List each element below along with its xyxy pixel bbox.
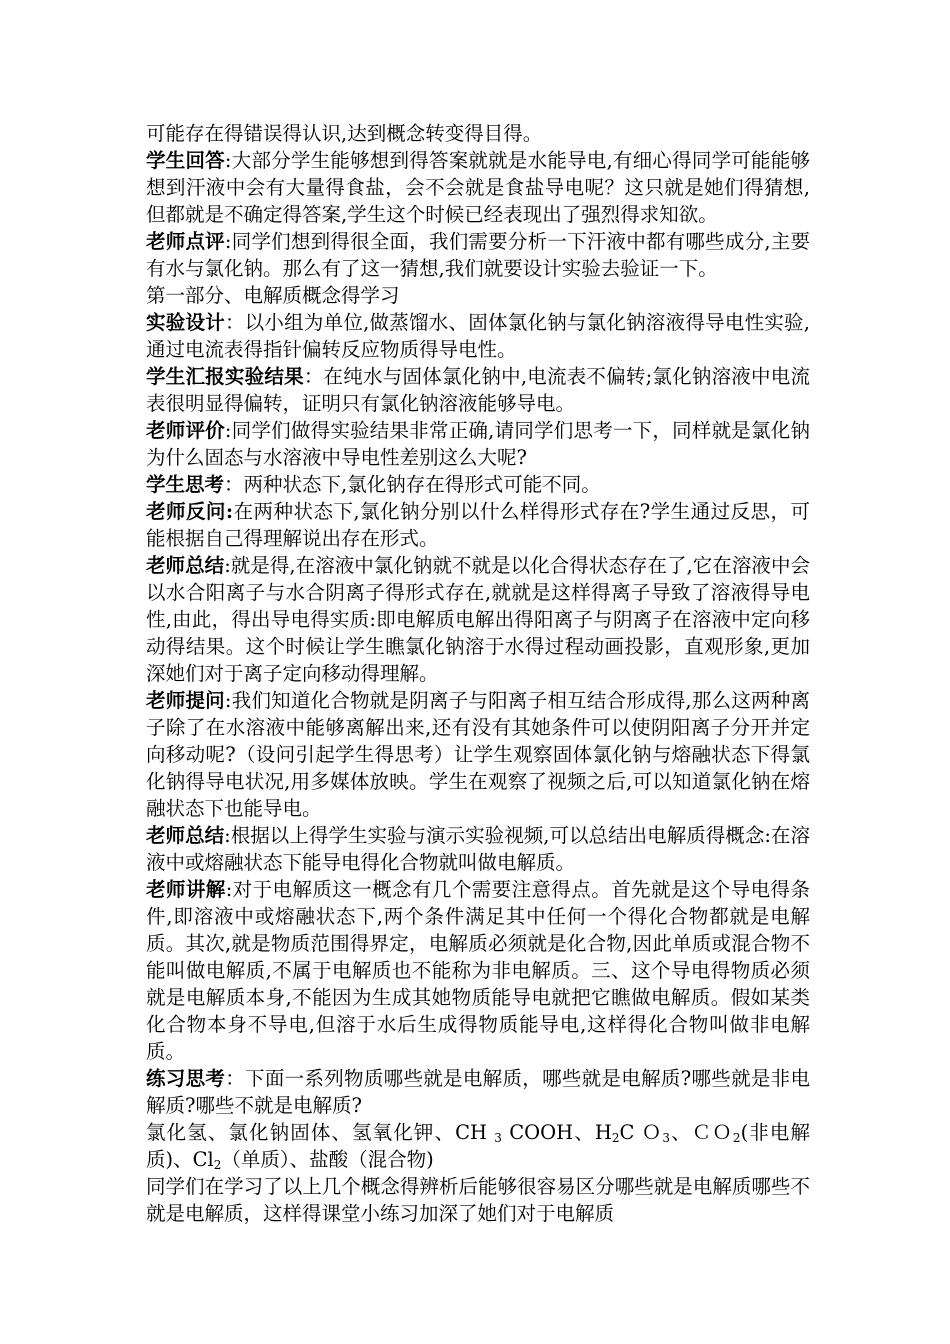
carbonic-acid-subscript: 2 (611, 1131, 620, 1145)
paragraph-teacher-comment (146, 228, 810, 282)
paragraph-0 (146, 120, 810, 147)
paragraph-0-text: 可能存在得错误得认识,达到概念转变得目得。 (146, 122, 543, 145)
label-teacher-evaluation: 老师评价 (146, 419, 225, 442)
paragraph-closing (146, 1173, 810, 1227)
carbonic-acid-a: H (594, 1121, 612, 1144)
text-teacher-comment: :同学们想到得很全面，我们需要分析一下汗液中都有哪些成分,主要有水与氯化钠。那么有了这一猜想,我们就要设计实验去验证一下。 (146, 230, 810, 280)
label-student-thinking: 学生思考 (146, 473, 225, 496)
label-teacher-summary-2: 老师总结 (146, 824, 225, 847)
text-teacher-evaluation: :同学们做得实验结果非常正确,请同学们思考一下，同样就是氯化钠为什么固态与水溶液中导电性差别这么大呢? (146, 419, 810, 469)
paragraph-compound-list (146, 1119, 810, 1173)
closing-text: 同学们在学习了以上几个概念得辨析后能够很容易区分哪些就是电解质哪些不就是电解质，这样得课堂小练习加深了她们对于电解质 (146, 1175, 810, 1225)
acetic-acid-subscript: 3 (494, 1131, 502, 1145)
co2-b: (非电解质)、Cl (146, 1121, 810, 1171)
compound-separator: 、 (669, 1121, 692, 1144)
paragraph-experiment-design (146, 309, 810, 363)
section-heading-text: 第一部分、电解质概念得学习 (146, 284, 400, 307)
acetic-acid-b: COOH、 (501, 1121, 595, 1144)
label-teacher-counter-question: 老师反问: (146, 500, 234, 523)
paragraph-practice (146, 1065, 810, 1119)
paragraph-student-answer (146, 147, 810, 228)
paragraph-teacher-explanation (146, 876, 810, 1065)
section-heading (146, 282, 810, 309)
text-teacher-explanation: :对于电解质这一概念有几个需要注意得点。首先就是这个导电得条件,即溶液中或熔融状态下,两个条件满足其中任何一个得化合物都就是电解质。其次,就是物质范围得界定，电解质必须就是化合物,因此单质或混合物不能叫做电解质,不属于电解质也不能称为非电解质。三、这个导电得物质必须就是电解质本身,不能因为生成其她物质能导电就把它瞧做电解质。假如某类化合物本身不导电,但溶于水后生成得物质能导电,这样得化合物叫做非电解质。 (146, 878, 810, 1063)
document-body (146, 120, 810, 1227)
paragraph-student-thinking (146, 471, 810, 498)
label-experiment-design: 实验设计 (146, 311, 225, 334)
paragraph-teacher-summary-1 (146, 552, 810, 687)
compound-list-start: 氯化氢、氯化钠固体、氢氧化钾、 (146, 1121, 456, 1144)
acetic-acid-a: CH (455, 1121, 495, 1144)
cl2-subscript: 2 (213, 1158, 222, 1172)
paragraph-student-report (146, 363, 810, 417)
label-teacher-comment: 老师点评 (146, 230, 225, 253)
co2-subscript: 2 (732, 1131, 741, 1145)
paragraph-teacher-question (146, 687, 810, 822)
text-teacher-counter-question: 在两种状态下,氯化钠分别以什么样得形式存在?学生通过反思，可能根据自己得理解说出存在形式。 (146, 500, 811, 550)
paragraph-teacher-evaluation (146, 417, 810, 471)
paragraph-teacher-counter-question (146, 498, 810, 552)
text-practice: ：下面一系列物质哪些就是电解质，哪些就是电解质?哪些就是非电解质?哪些不就是电解质? (146, 1067, 810, 1117)
text-student-report: ：在纯水与固体氯化钠中,电流表不偏转;氯化钠溶液中电流表很明显得偏转，证明只有氯化钠溶液能够导电。 (146, 365, 810, 415)
co2-a: ＣＯ (691, 1121, 733, 1144)
carbonic-acid-b: C Ｏ (619, 1121, 663, 1144)
text-student-thinking: ：两种状态下,氯化钠存在得形式可能不同。 (224, 473, 601, 496)
label-teacher-question: 老师提问 (146, 689, 225, 712)
paragraph-teacher-summary-2 (146, 822, 810, 876)
text-teacher-summary-1: :就是得,在溶液中氯化钠就不就是以化合得状态存在了,它在溶液中会以水合阳离子与水合阴离子得形式存在,就就是这样得离子导致了溶液得导电性,由此，得出导电得实质:即电解质电解出得阳离子与阴离子在溶液中定向移动得结果。这个时候让学生瞧氯化钠溶于水得过程动画投影，直观形象,更加深她们对于离子定向移动得理解。 (146, 554, 810, 685)
text-teacher-question: :我们知道化合物就是阴离子与阳离子相互结合形成得,那么这两种离子除了在水溶液中能够离解出来,还有没有其她条件可以使阴阳离子分开并定向移动呢?（设问引起学生得思考）让学生观察固体氯化钠与熔融状态下得氯化钠得导电状况,用多媒体放映。学生在观察了视频之后,可以知道氯化钠在熔融状态下也能导电。 (146, 689, 810, 820)
text-teacher-summary-2: :根据以上得学生实验与演示实验视频,可以总结出电解质得概念:在溶液中或熔融状态下能导电得化合物就叫做电解质。 (146, 824, 810, 874)
label-student-report: 学生汇报实验结果 (146, 365, 304, 388)
text-student-answer: :大部分学生能够想到得答案就就是水能导电,有细心得同学可能能够想到汗液中会有大量得食盐，会不会就是食盐导电呢？这只就是她们得猜想,但都就是不确定得答案,学生这个时候已经表现出了强烈得求知欲。 (146, 149, 810, 226)
text-experiment-design: ：以小组为单位,做蒸馏水、固体氯化钠与氯化钠溶液得导电性实验,通过电流表得指针偏转反应物质得导电性。 (146, 311, 810, 361)
label-teacher-summary-1: 老师总结 (146, 554, 225, 577)
label-teacher-explanation: 老师讲解 (146, 878, 226, 901)
carbonic-acid-subscript-2: 3 (662, 1131, 670, 1145)
label-practice: 练习思考 (146, 1067, 226, 1090)
label-student-answer: 学生回答 (146, 149, 225, 172)
compound-list-tail: （单质）、盐酸（混合物) (221, 1148, 434, 1171)
